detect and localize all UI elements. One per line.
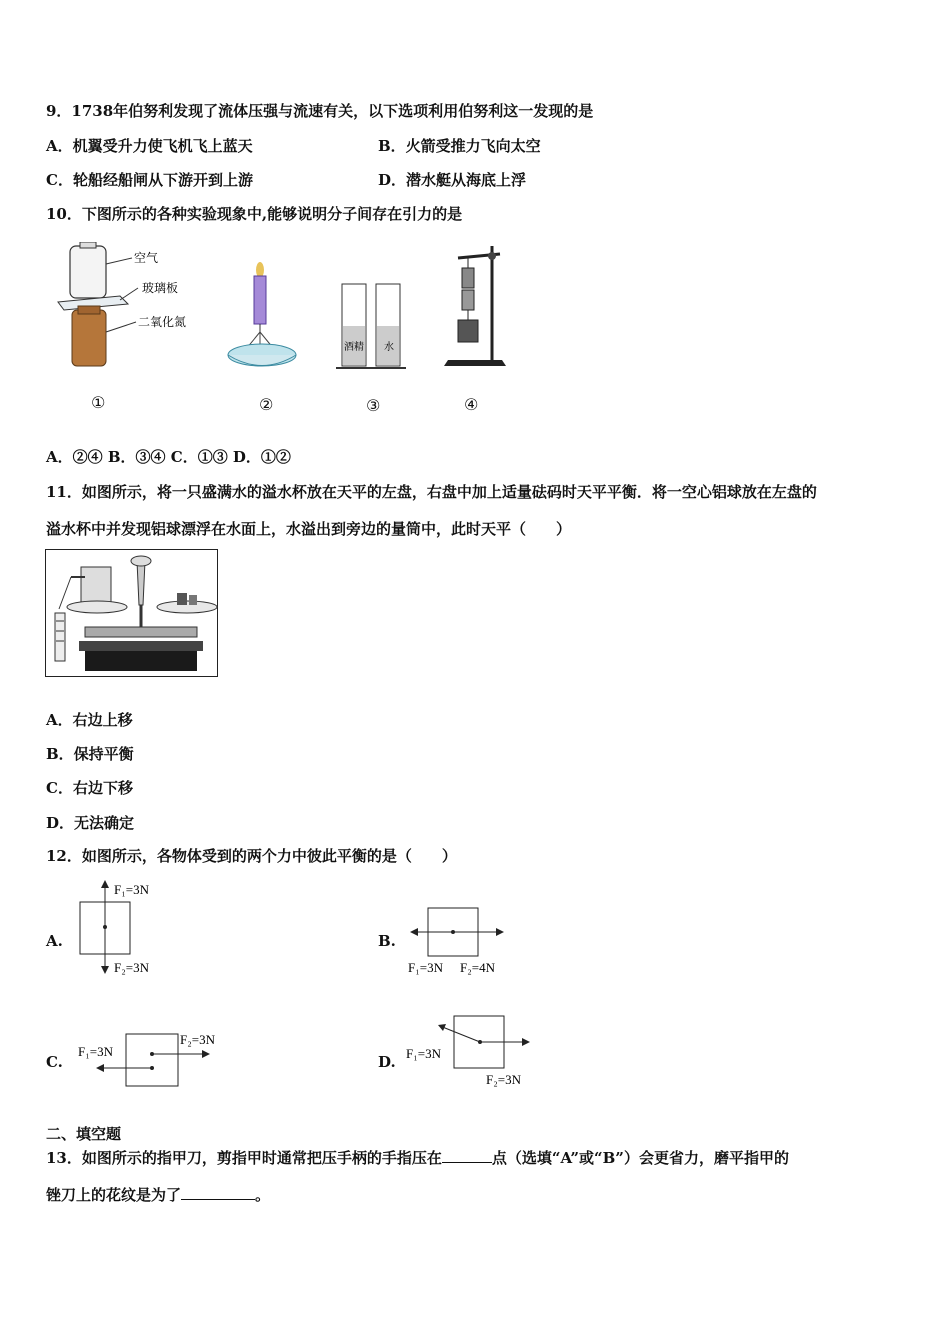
label-alcohol: 酒精 <box>344 342 364 353</box>
q12-option-d-label: D. <box>378 1053 396 1071</box>
q11-option-d: D．无法确定 <box>46 814 135 832</box>
c-f2-label: F₂=3N <box>180 1032 215 1047</box>
q9-stem: 9．1738年伯努利发现了流体压强与流速有关，以下选项利用伯努利这一发现的是 <box>46 102 594 120</box>
q10-stem: 10．下图所示的各种实验现象中,能够说明分子间存在引力的是 <box>46 205 463 223</box>
fig-num-2: ② <box>259 395 274 414</box>
force-diagram-b <box>404 900 514 980</box>
fig-num-4: ④ <box>464 395 479 414</box>
balance-figure <box>45 549 218 677</box>
force-diagram-d <box>404 1012 544 1092</box>
q10-options: A．②④ B．③④ C．①③ D．①② <box>46 448 291 466</box>
q13-part3: 锉刀上的花纹是为了 <box>46 1186 182 1204</box>
q11-option-c: C．右边下移 <box>46 779 133 797</box>
q11-option-b: B．保持平衡 <box>46 745 134 763</box>
q12-option-c-label: C. <box>46 1053 63 1071</box>
force-diagram-c <box>76 1028 236 1092</box>
label-air: 空气 <box>134 251 159 265</box>
label-water: 水 <box>384 342 394 353</box>
gas-diffusion-figure <box>50 242 210 372</box>
a-f2-label: F₂=3N <box>114 960 149 975</box>
q11-option-a: A．右边上移 <box>46 711 133 729</box>
b-f1-label: F₁=3N <box>408 960 443 975</box>
cylinders-figure <box>336 280 416 375</box>
q13-blank-2[interactable] <box>181 1185 255 1200</box>
q13-blank-1[interactable] <box>442 1148 492 1163</box>
q11-stem-line2: 溢水杯中并发现铝球漂浮在水面上，水溢出到旁边的量筒中，此时天平（ ） <box>46 520 572 538</box>
q13-line2 <box>46 1185 270 1205</box>
q9-option-b: B．火箭受推力飞向太空 <box>378 137 541 155</box>
fig-num-3: ③ <box>366 396 381 415</box>
q12-stem: 12．如图所示，各物体受到的两个力中彼此平衡的是（ ） <box>46 847 457 865</box>
q9-option-d: D．潜水艇从海底上浮 <box>378 171 527 189</box>
fig-num-1: ① <box>91 393 106 412</box>
label-glass: 玻璃板 <box>142 281 179 295</box>
a-f1-label: F₁=3N <box>114 882 149 897</box>
label-no2: 二氧化氮 <box>138 315 187 329</box>
spring-scale-figure <box>226 262 306 377</box>
q9-option-a: A．机翼受升力使飞机飞上蓝天 <box>46 137 253 155</box>
q13-part4: 。 <box>255 1186 271 1204</box>
d-f2-label: F₂=3N <box>486 1072 521 1087</box>
force-diagram-a <box>72 880 172 980</box>
q13-part2: 点（选填“A”或“B”）会更省力，磨平指甲的 <box>491 1149 789 1167</box>
d-f1-label: F₁=3N <box>406 1046 441 1061</box>
q12-option-a-label: A. <box>46 932 63 950</box>
lead-cylinders-figure <box>440 242 510 372</box>
section-title: 二、填空题 <box>46 1125 122 1143</box>
q12-option-b-label: B. <box>378 932 396 950</box>
q11-stem-line1: 11．如图所示，将一只盛满水的溢水杯放在天平的左盘，右盘中加上适量砝码时天平平衡．将一空心铝球放在左盘的 <box>46 483 817 501</box>
b-f2-label: F₂=4N <box>460 960 495 975</box>
c-f1-label: F₁=3N <box>78 1044 113 1059</box>
q9-option-c: C．轮船经船闸从下游开到上游 <box>46 171 253 189</box>
q13-line1 <box>46 1148 789 1168</box>
q13-part1: 13．如图所示的指甲刀，剪指甲时通常把压手柄的手指压在 <box>46 1149 442 1167</box>
